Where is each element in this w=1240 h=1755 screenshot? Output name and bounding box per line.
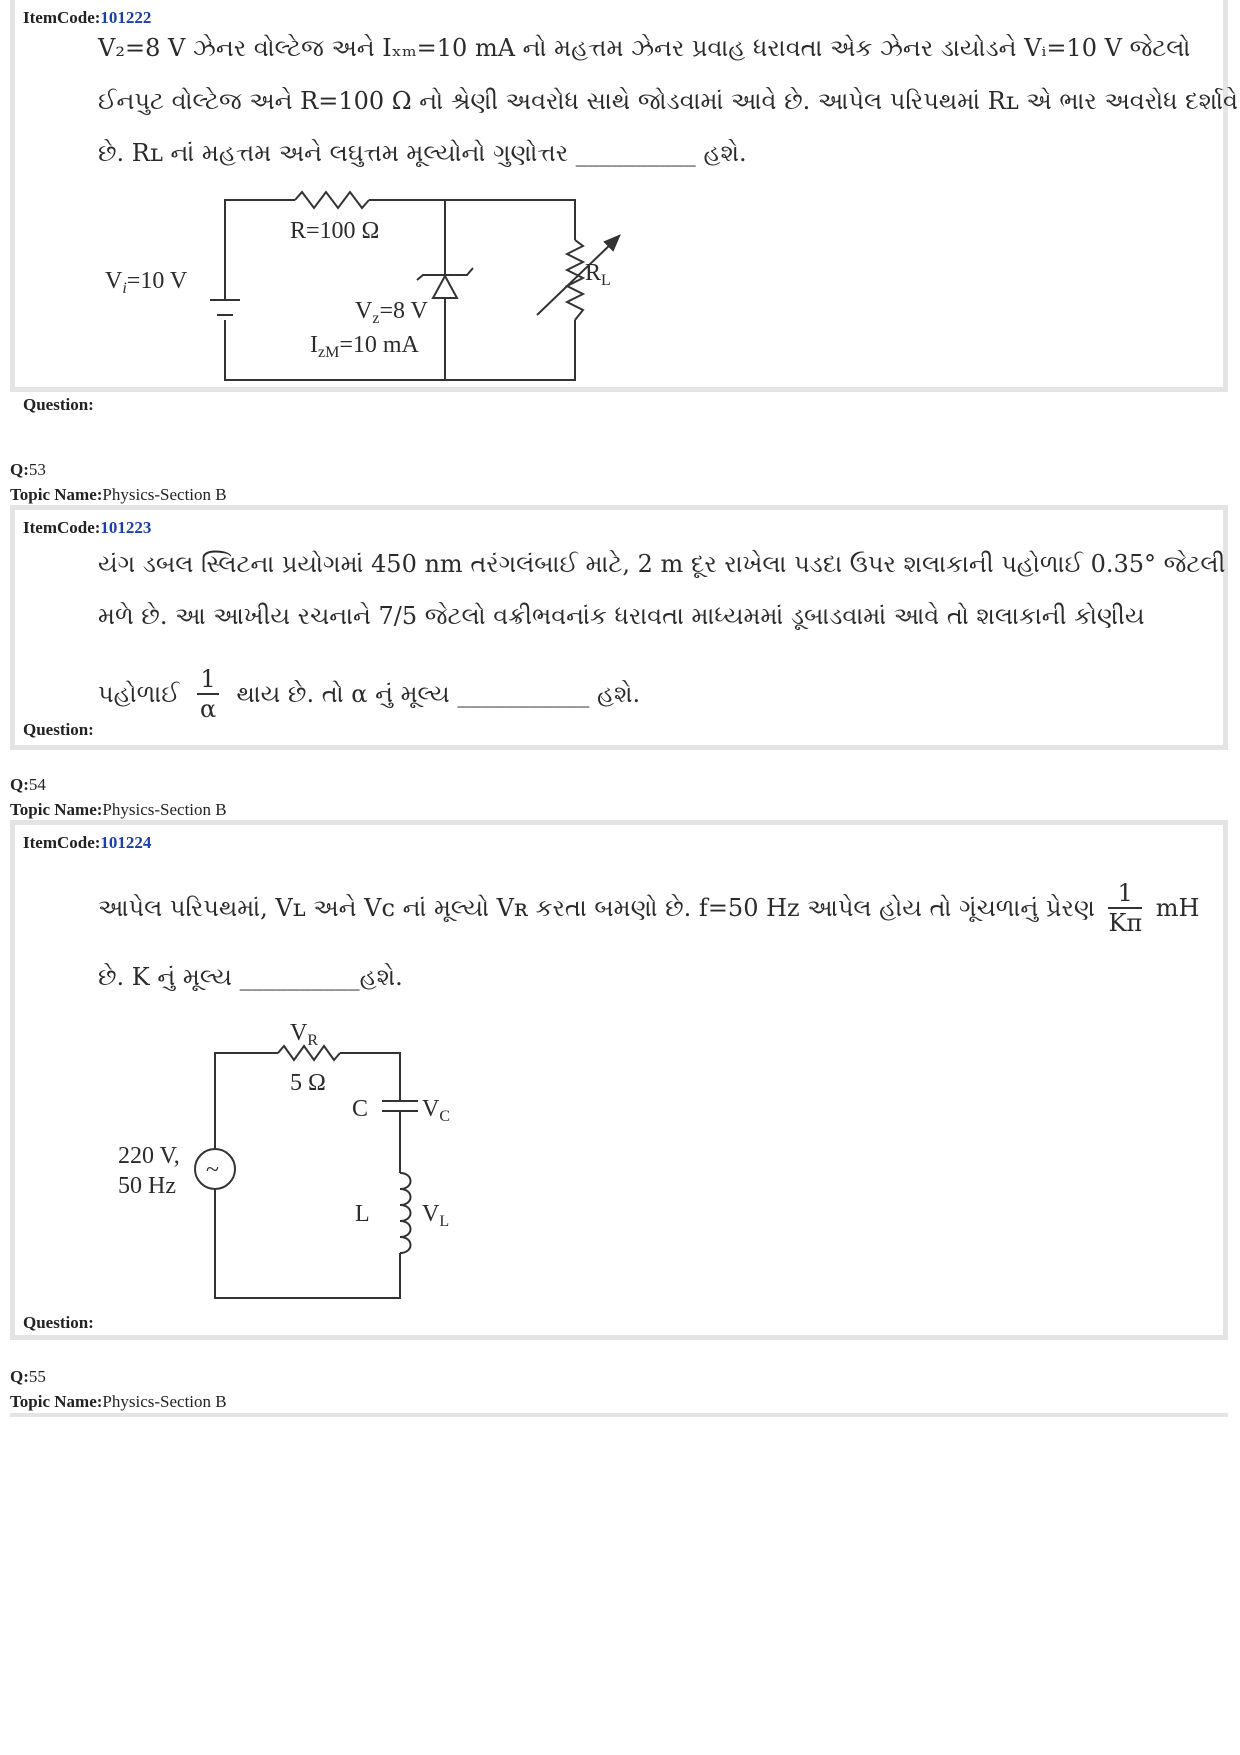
question-card-101223 — [10, 505, 1228, 750]
zener-voltage-label: $V_z=8$ V — [355, 298, 428, 327]
lcr-circuit-diagram — [100, 1008, 480, 1338]
inductor-label: L — [355, 1201, 370, 1227]
topic-row — [10, 1389, 227, 1414]
resistor-value-label: 5 Ω — [290, 1070, 326, 1096]
input-voltage-label: $V_i=10$ V — [105, 268, 188, 297]
topic-row — [10, 482, 227, 507]
question-number-row — [10, 772, 227, 797]
topic-value: Physics-Section B — [102, 485, 227, 504]
load-resistor-label: $R_L$ — [585, 260, 611, 289]
inductor-voltage-label: $V_L$ — [422, 1201, 450, 1230]
question-card-101222 — [10, 0, 1238, 414]
item-code-label: ItemCode: — [23, 8, 101, 27]
question-number: 54 — [28, 775, 46, 794]
item-code-row — [23, 8, 151, 28]
question-text-line-1 — [98, 879, 1199, 937]
question-number-label: Q: — [10, 775, 29, 794]
item-code-row — [23, 518, 151, 538]
question-label: Question: — [23, 720, 94, 739]
question-card-101224 — [10, 820, 1228, 1340]
inductance-fraction — [1108, 879, 1142, 937]
question-text-line-2: ઈનપુટ વોલ્ટેજ અને R=100 Ω નો શ્રેણી અવરોધ સાથે જોડવામાં આવે છે. આપેલ પરિપથમાં Rʟ એ ભાર અવરોધ દર્શાવે — [98, 87, 1238, 115]
question-number: 53 — [28, 460, 46, 479]
zener-circuit-diagram — [105, 180, 705, 400]
item-code-value: 101224 — [100, 833, 152, 852]
item-code-label: ItemCode: — [23, 518, 101, 537]
question-text-line-3 — [98, 665, 640, 723]
zener-current-label: $I_{zM}=10$ mA — [310, 332, 419, 361]
capacitor-voltage-label: $V_C$ — [422, 1096, 451, 1125]
topic-label: Topic Name: — [10, 485, 103, 504]
alpha-fraction — [197, 665, 218, 723]
question-text-line-2: છે. K નું મૂલ્ય __________હશે. — [98, 963, 403, 991]
item-code-value: 101223 — [100, 518, 152, 537]
fraction-numerator: 1 — [1108, 879, 1142, 909]
question-text-line-3b: થાય છે. તો α નું મૂલ્ય ___________ હશે. — [236, 680, 641, 708]
fraction-denominator: Kπ — [1108, 909, 1143, 937]
question-number-label: Q: — [10, 1367, 29, 1386]
ac-source-symbol: ~ — [206, 1157, 219, 1183]
resistor-r-label: R=100 Ω — [290, 218, 380, 244]
resistor-voltage-label: $V_R$ — [290, 1020, 319, 1049]
question-header-55 — [10, 1364, 227, 1414]
question-text-line-1b: mH — [1155, 894, 1200, 922]
question-text-line-1a: આપેલ પરિપથમાં, Vʟ અને Vᴄ નાં મૂલ્યો Vʀ કરતા બમણો છે. f=50 Hz આપેલ હોય તો ગૂંચળાનું પ્રેરણ — [98, 894, 1095, 922]
question-text-line-1: V₂=8 V ઝેનર વોલ્ટેજ અને Iₓₘ=10 mA નો મહત્તમ ઝેનર પ્રવાહ ધરાવતા એક ઝેનર ડાયોડને Vᵢ=10 V જેટલો — [98, 34, 1191, 62]
section-divider — [10, 1413, 1228, 1417]
question-label: Question: — [23, 1313, 94, 1332]
item-code-label: ItemCode: — [23, 833, 101, 852]
topic-label: Topic Name: — [10, 1392, 103, 1411]
question-header-53 — [10, 457, 227, 507]
item-code-row — [23, 833, 151, 853]
question-text-line-2: મળે છે. આ આખીય રચનાને 7/5 જેટલો વક્રીભવનાંક ધરાવતા માધ્યમમાં ડૂબાડવામાં આવે તો શલાકાની કોણીય — [98, 602, 1145, 630]
topic-label: Topic Name: — [10, 800, 103, 819]
topic-value: Physics-Section B — [102, 800, 227, 819]
topic-value: Physics-Section B — [102, 1392, 227, 1411]
question-number: 55 — [28, 1367, 46, 1386]
question-number-label: Q: — [10, 460, 29, 479]
fraction-denominator: α — [199, 695, 217, 723]
source-voltage-label: 220 V, — [118, 1143, 180, 1169]
question-text-line-1: યંગ ડબલ સ્લિટના પ્રયોગમાં 450 nm તરંગલંબાઈ માટે, 2 m દૂર રાખેલા પડદા ઉપર શલાકાની પહોળાઈ 0.35° જેટલી — [98, 550, 1226, 578]
question-text-line-3: છે. Rʟ નાં મહત્તમ અને લઘુત્તમ મૂલ્યોનો ગુણોત્તર __________ હશે. — [98, 139, 747, 167]
question-label: Question: — [23, 395, 94, 414]
item-code-value: 101222 — [100, 8, 152, 27]
fraction-numerator: 1 — [197, 665, 218, 695]
topic-row — [10, 797, 227, 822]
question-number-row — [10, 457, 227, 482]
capacitor-label: C — [352, 1096, 369, 1122]
source-frequency-label: 50 Hz — [118, 1173, 176, 1199]
question-number-row — [10, 1364, 227, 1389]
question-header-54 — [10, 772, 227, 822]
question-text-line-3a: પહોળાઈ — [98, 680, 180, 708]
